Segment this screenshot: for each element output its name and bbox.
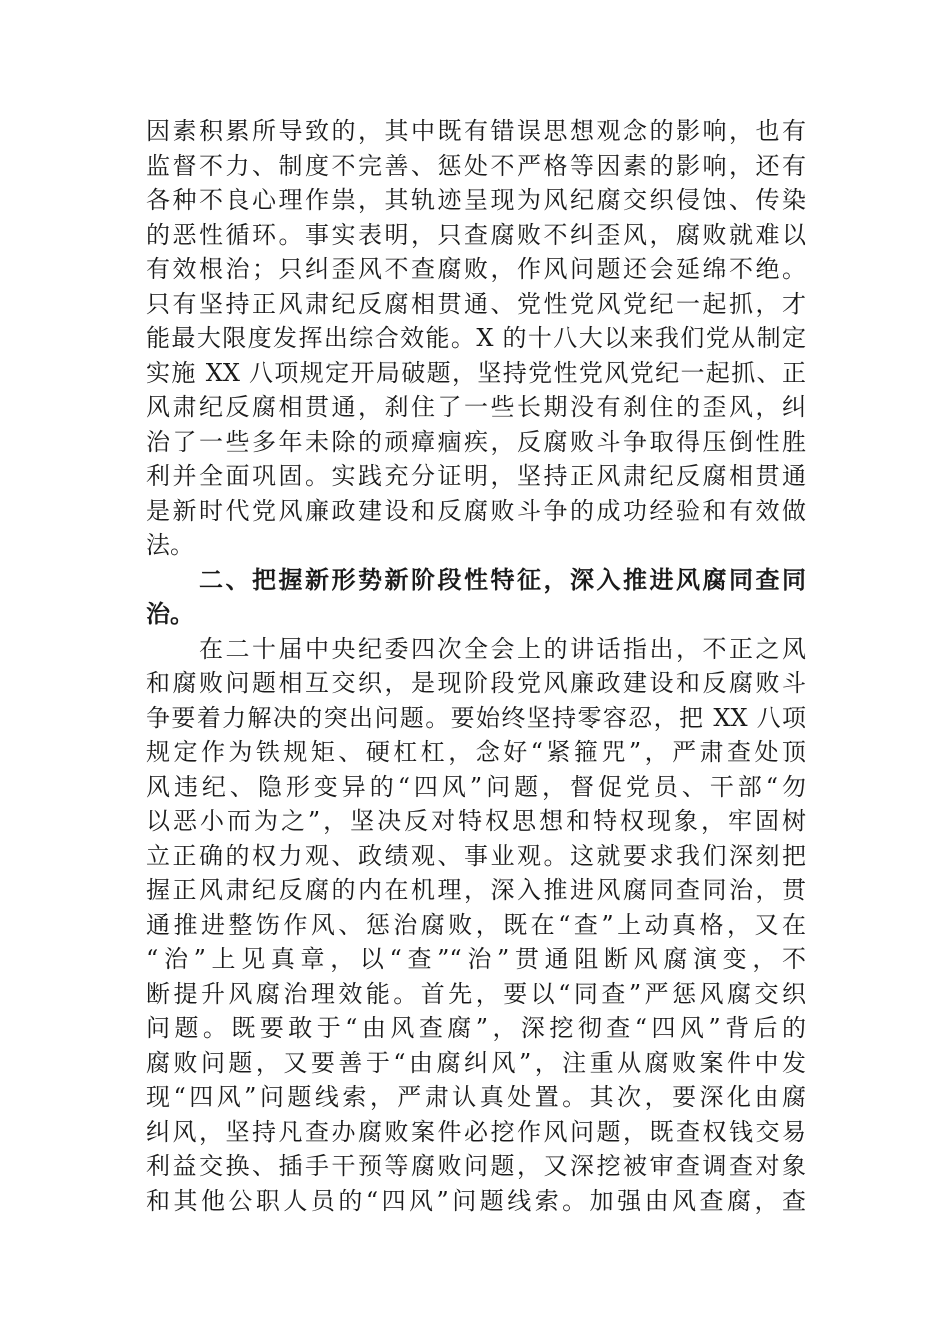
text-line: 法。 [146, 531, 194, 559]
text-line: 各种不良心理作祟，其轨迹呈现为风纪腐交织侵蚀、传染 [146, 186, 806, 214]
text-line: 和腐败问题相互交织，是现阶段党风廉政建设和反腐败斗 [146, 669, 806, 697]
section-heading [146, 563, 806, 632]
paragraph-2 [146, 632, 806, 1219]
text-line: 和其他公职人员的“四风”问题线索。加强由风查腐，查 [146, 1186, 806, 1215]
text-line: 治了一些多年未除的顽瘴痼疾，反腐败斗争取得压倒性胜 [146, 427, 806, 456]
heading-line: 二、把握新形势新阶段性特征，深入推进风腐同查同 [146, 565, 806, 594]
text-line: 问题。既要敢于“由风查腐”，深挖彻查“四风”背后的 [146, 1014, 806, 1042]
text-line: 实施 XX 八项规定开局破题，坚持党性党风党纪一起抓、正 [146, 358, 806, 387]
text-line: 通推进整饬作风、惩治腐败，既在“查”上动真格，又在 [146, 910, 806, 939]
text-line: 风肃纪反腐相贯通，刹住了一些长期没有刹住的歪风，纠 [146, 393, 806, 421]
text-line: 现“四风”问题线索，严肃认真处置。其次，要深化由腐 [146, 1083, 806, 1111]
text-line: 以恶小而为之”，坚决反对特权思想和特权现象，牢固树 [146, 807, 806, 835]
text-line: 腐败问题，又要善于“由腐纠风”，注重从腐败案件中发 [146, 1048, 806, 1077]
paragraph-1 [146, 114, 806, 563]
text-line: 只有坚持正风肃纪反腐相贯通、党性党风党纪一起抓，才 [146, 289, 806, 318]
text-line: 在二十届中央纪委四次全会上的讲话指出，不正之风 [146, 634, 806, 663]
text-line: 纠风，坚持凡查办腐败案件必挖作风问题，既查权钱交易 [146, 1117, 806, 1146]
text-line: 因素积累所导致的，其中既有错误思想观念的影响，也有 [146, 117, 806, 145]
text-line: 立正确的权力观、政绩观、事业观。这就要求我们深刻把 [146, 841, 806, 870]
text-line: 利并全面巩固。实践充分证明，坚持正风肃纪反腐相贯通 [146, 462, 806, 490]
document-page [146, 114, 806, 1218]
text-line: “治”上见真章，以“查”“治”贯通阻断风腐演变，不 [146, 945, 806, 973]
text-line: 的恶性循环。事实表明，只查腐败不纠歪风，腐败就难以 [146, 220, 806, 249]
text-line: 规定作为铁规矩、硬杠杠，念好“紧箍咒”，严肃查处顶 [146, 738, 806, 766]
text-line: 利益交换、插手干预等腐败问题，又深挖被审查调查对象 [146, 1152, 806, 1180]
text-line: 握正风肃纪反腐的内在机理，深入推进风腐同查同治，贯 [146, 876, 806, 904]
text-line: 断提升风腐治理效能。首先，要以“同查”严惩风腐交织 [146, 979, 806, 1008]
text-line: 风违纪、隐形变异的“四风”问题，督促党员、干部“勿 [146, 772, 806, 801]
text-line: 争要着力解决的突出问题。要始终坚持零容忍，把 XX 八项 [146, 703, 806, 732]
text-line: 能最大限度发挥出综合效能。X 的十八大以来我们党从制定 [146, 324, 806, 352]
heading-line: 治。 [146, 600, 194, 628]
text-line: 是新时代党风廉政建设和反腐败斗争的成功经验和有效做 [146, 496, 806, 525]
text-line: 有效根治；只纠歪风不查腐败，作风问题还会延绵不绝。 [146, 255, 806, 283]
text-line: 监督不力、制度不完善、惩处不严格等因素的影响，还有 [146, 151, 806, 180]
